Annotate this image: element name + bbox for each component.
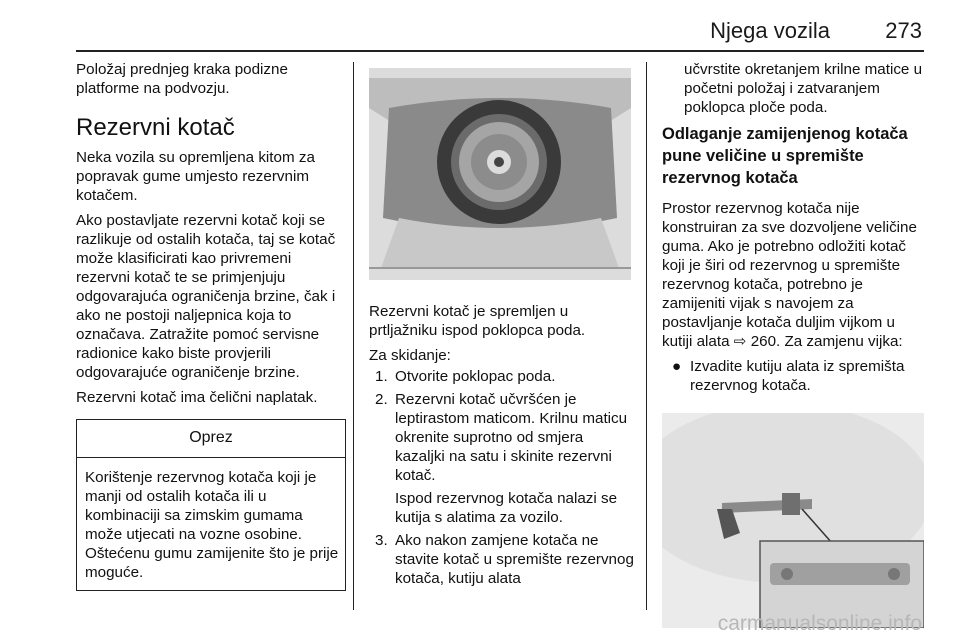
column-middle [369,60,635,592]
caution-title: Oprez [77,420,345,458]
subsection-heading: Odlaganje zamijenjenog kotača pune veličine u spremište rezervnog kotača [662,125,908,187]
step-text: Ako nakon zamjene kotača ne stavite kotač u spremište rezervnog kotača, kutiju alata [395,532,634,587]
page-number: 273 [885,18,922,43]
list-item [369,367,635,386]
intro-text: Položaj prednjeg kraka podizne platforme na podvozju. [76,61,288,97]
step-text: Otvorite poklopac poda. [395,368,556,385]
header-rule [76,50,924,52]
list-item [662,357,928,395]
continuation-text: učvrstite okretanjem krilne matice u početni položaj i zatvaranjem poklopca ploče poda. [684,61,923,116]
spare-wheel-photo [369,68,631,280]
column-right [662,60,928,628]
list-item [369,390,635,527]
spare-wheel-heading: Rezervni kotač [76,114,235,141]
bullet-icon: ● [672,358,682,375]
column-divider [353,62,354,610]
column-left [76,60,346,591]
removal-label: Za skidanje: [369,347,451,364]
figure-caption: Rezervni kotač je spremljen u prtljažniku ispod poklopca poda. [369,303,586,339]
watermark: carmanualsonline.info [717,612,922,635]
caution-text: Korištenje rezervnog kotača koji je manji od ostalih kotača ili u kombinaciji sa zimskim gumama može utjecati na vozne osobine. Oštećenu gumu zamijenite što je prije moguće. [85,469,339,581]
step-number: 2. [375,391,388,408]
step-number: 1. [375,368,388,385]
paragraph: Prostor rezervnog kotača nije konstruiran za sve dozvoljene veličine guma. Ako je potrebno odložiti kotač koji je širi od rezervnog u spremište rezervnog kotača, potrebno je zamijeniti vijak s navojem za postavljanje kotača duljim vijkom u kutiji alata ⇨ 260. Za zamjenu vijka: [662,200,917,350]
removal-steps [369,367,635,588]
section-title: Njega vozila [710,18,830,43]
step-number: 3. [375,532,388,549]
toolbox-photo [662,413,924,628]
list-item [369,531,635,588]
paragraph: Rezervni kotač ima čelični naplatak. [76,389,318,406]
paragraph: Ako postavljate rezervni kotač koji se razlikuje od ostalih kotača, taj se kotač može klasificirati kao privremeni rezervni kotač te se primjenjuju odgovarajuća ograničenja brzine, čak i ako ne postoji naljepnica koja to označava. Zatražite pomoć servisne radionice kako biste provjerili odgovarajuće ograničenje brzine. [76,212,336,381]
caution-box [76,419,346,591]
bullet-text: Izvadite kutiju alata iz spremišta rezervnog kotača. [690,358,905,394]
paragraph: Neka vozila su opremljena kitom za popravak gume umjesto rezervnim kotačem. [76,149,315,204]
column-divider [646,62,647,610]
step-text: Rezervni kotač učvršćen je leptirastom maticom. Krilnu maticu okrenite suprotno od smjera kazaljki na satu i skinite rezervni kotač. [395,391,628,484]
step-note: Ispod rezervnog kotača nalazi se kutija s alatima za vozilo. [395,490,618,526]
